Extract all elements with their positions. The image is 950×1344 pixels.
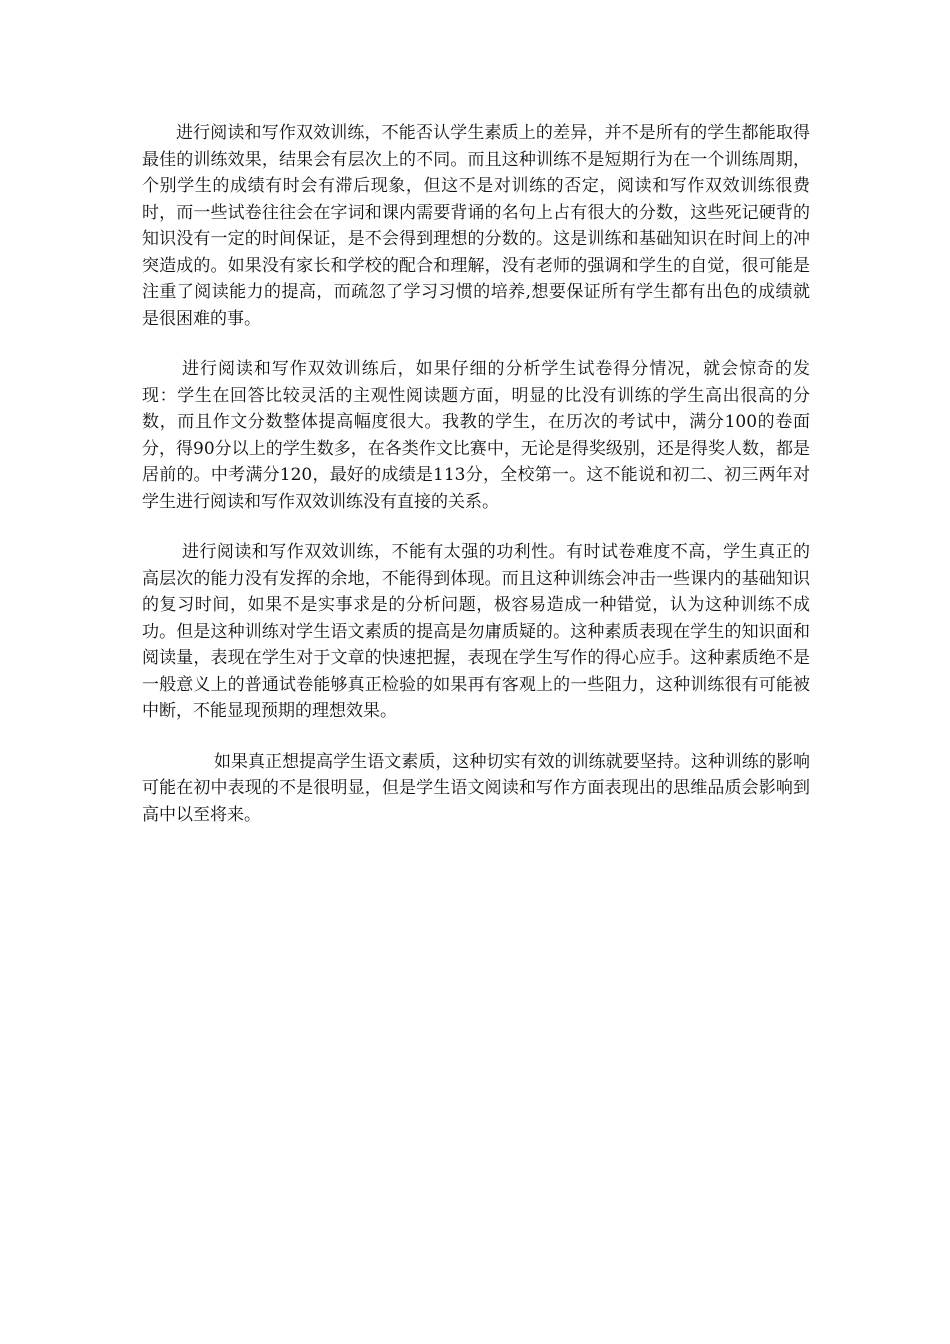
paragraph-1: 进行阅读和写作双效训练，不能否认学生素质上的差异，并不是所有的学生都能取得最佳的训练效果，结果会有层次上的不同。而且这种训练不是短期行为在一个训练周期，个别学生的成绩有时会有滞后现象，但这不是对训练的否定，阅读和写作双效训练很费时，而一些试卷往往会在字词和课内需要背诵的名句上占有很大的分数，这些死记硬背的知识没有一定的时间保证，是不会得到理想的分数的。这是训练和基础知识在时间上的冲突造成的。如果没有家长和学校的配合和理解，没有老师的强调和学生的自觉，很可能是注重了阅读能力的提高，而疏忽了学习习惯的培养,想要保证所有学生都有出色的成绩就是很困难的事。 bbox=[142, 123, 810, 329]
paragraph-4: 如果真正想提高学生语文素质，这种切实有效的训练就要坚持。这种训练的影响可能在初中表现的不是很明显，但是学生语文阅读和写作方面表现出的思维品质会影响到高中以至将来。 bbox=[142, 751, 810, 825]
paragraph-2: 进行阅读和写作双效训练后，如果仔细的分析学生试卷得分情况，就会惊奇的发现：学生在回答比较灵活的主观性阅读题方面，明显的比没有训练的学生高出很高的分数，而且作文分数整体提高幅度很大。我教的学生，在历次的考试中，满分100的卷面分，得90分以上的学生数多，在各类作文比赛中，无论是得奖级别，还是得奖人数，都是居前的。中考满分120，最好的成绩是113分，全校第一。这不能说和初二、初三两年对学生进行阅读和写作双效训练没有直接的关系。 bbox=[142, 359, 810, 512]
document-page bbox=[142, 120, 810, 852]
paragraph-3: 进行阅读和写作双效训练，不能有太强的功利性。有时试卷难度不高，学生真正的高层次的能力没有发挥的余地，不能得到体现。而且这种训练会冲击一些课内的基础知识的复习时间，如果不是实事求是的分析问题，极容易造成一种错觉，认为这种训练不成功。但是这种训练对学生语文素质的提高是勿庸质疑的。这种素质表现在学生的知识面和阅读量，表现在学生对于文章的快速把握，表现在学生写作的得心应手。这种素质绝不是一般意义上的普通试卷能够真正检验的如果再有客观上的一些阻力，这种训练很有可能被中断，不能显现预期的理想效果。 bbox=[142, 542, 810, 721]
